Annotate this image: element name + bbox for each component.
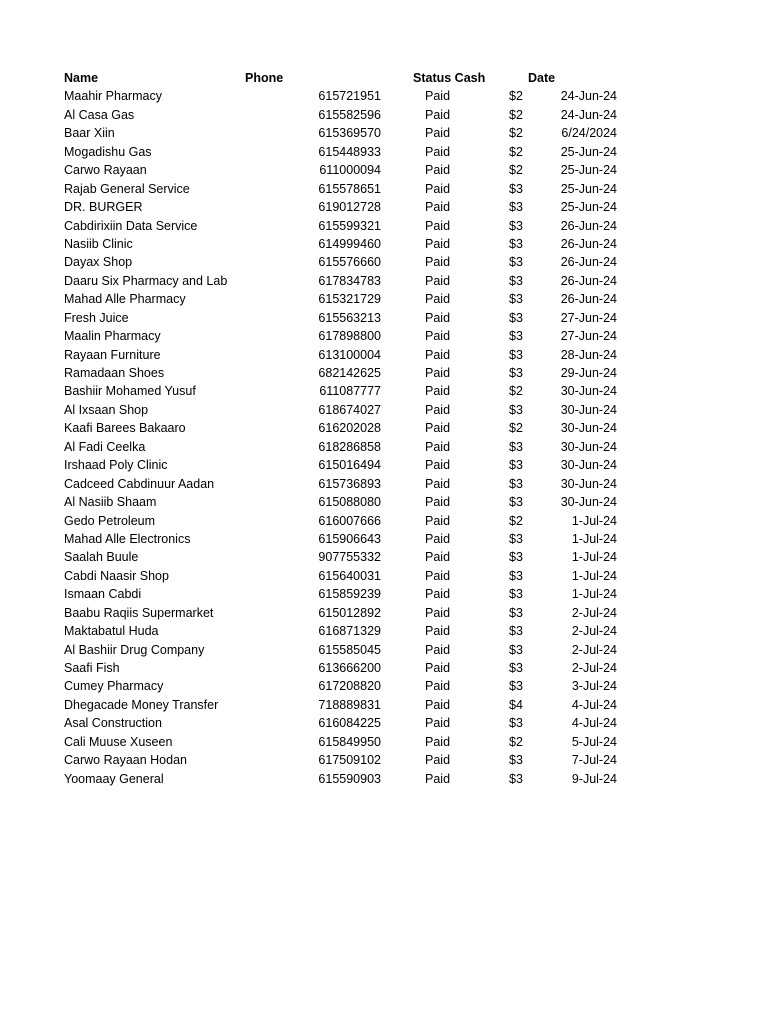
status-cash-column-header: Status Cash	[413, 71, 486, 85]
status-cell: Paid	[425, 476, 451, 491]
cash-cell: $4	[509, 697, 523, 712]
cash-cell: $3	[509, 329, 523, 344]
date-cell: 6/24/2024	[561, 126, 617, 141]
name-cell: Rajab General Service	[64, 181, 190, 196]
status-cell: Paid	[425, 236, 451, 251]
date-cell: 2-Jul-24	[571, 661, 617, 675]
date-cell: 1-Jul-24	[571, 531, 617, 546]
name-cell: Baar Xiin	[64, 126, 115, 141]
status-cell: Paid	[425, 716, 451, 731]
name-cell: Baabu Raqiis Supermarket	[64, 605, 214, 620]
phone-cell: 615012892	[318, 605, 381, 620]
name-cell: Cali Muuse Xuseen	[64, 734, 173, 749]
name-cell: Gedo Petroleum	[64, 513, 156, 528]
table-row	[64, 161, 624, 179]
name-cell: Al Bashiir Drug Company	[64, 642, 205, 657]
phone-cell: 615016494	[318, 458, 381, 473]
status-cell: Paid	[425, 495, 451, 510]
table-row	[64, 143, 624, 161]
table-row	[64, 87, 624, 105]
table-row	[64, 548, 624, 566]
status-cell: Paid	[425, 329, 451, 344]
status-cell: Paid	[425, 181, 451, 196]
date-cell: 30-Jun-24	[560, 458, 617, 473]
date-cell: 2-Jul-24	[571, 624, 617, 639]
phone-cell: 614999460	[318, 236, 381, 251]
table-row	[64, 770, 624, 788]
date-cell: 24-Jun-24	[560, 89, 617, 104]
status-cell: Paid	[425, 126, 451, 141]
phone-cell: 907755332	[318, 550, 381, 565]
table-row	[64, 696, 624, 714]
cash-cell: $2	[509, 163, 523, 178]
cash-cell: $3	[509, 550, 523, 565]
cash-cell: $3	[509, 255, 523, 270]
date-cell: 1-Jul-24	[571, 550, 617, 565]
phone-cell: 615590903	[318, 771, 381, 786]
phone-cell: 617208820	[318, 679, 381, 694]
status-cell: Paid	[425, 550, 451, 565]
phone-cell: 618674027	[318, 402, 381, 417]
table-row	[64, 456, 624, 474]
date-cell: 26-Jun-24	[560, 255, 617, 270]
date-cell: 27-Jun-24	[560, 310, 617, 325]
cash-cell: $3	[509, 181, 523, 196]
phone-cell: 615578651	[318, 181, 381, 196]
name-cell: Maalin Pharmacy	[64, 329, 161, 344]
table-row	[64, 475, 624, 493]
name-cell: Mahad Alle Electronics	[64, 531, 191, 546]
table-row	[64, 253, 624, 271]
phone-cell: 617834783	[318, 273, 381, 288]
table-row	[64, 346, 624, 364]
table-row	[64, 530, 624, 548]
cash-cell: $3	[509, 200, 523, 215]
phone-cell: 613666200	[318, 661, 381, 675]
status-cell: Paid	[425, 661, 451, 675]
name-cell: Cabdirixiin Data Service	[64, 218, 198, 233]
status-cell: Paid	[425, 513, 451, 528]
date-cell: 28-Jun-24	[560, 347, 617, 362]
name-cell: Rayaan Furniture	[64, 347, 161, 362]
date-cell: 25-Jun-24	[560, 200, 617, 215]
phone-cell: 615736893	[318, 476, 381, 491]
date-cell: 3-Jul-24	[571, 679, 617, 694]
status-cell: Paid	[425, 679, 451, 694]
cash-cell: $3	[509, 753, 523, 768]
phone-cell: 617509102	[318, 753, 381, 768]
phone-cell: 615576660	[318, 255, 381, 270]
date-cell: 9-Jul-24	[571, 771, 617, 786]
name-cell: Irshaad Poly Clinic	[64, 458, 168, 473]
table-row	[64, 106, 624, 124]
date-cell: 27-Jun-24	[560, 329, 617, 344]
name-cell: Mahad Alle Pharmacy	[64, 292, 186, 307]
status-cell: Paid	[425, 458, 451, 473]
name-cell: Dhegacade Money Transfer	[64, 697, 219, 712]
cash-cell: $2	[509, 144, 523, 159]
cash-cell: $3	[509, 236, 523, 251]
phone-cell: 615640031	[318, 568, 381, 583]
cash-cell: $2	[509, 126, 523, 141]
date-cell: 4-Jul-24	[571, 716, 617, 731]
name-cell: Al Ixsaan Shop	[64, 402, 149, 417]
name-cell: Yoomaay General	[64, 771, 164, 786]
table-row	[64, 641, 624, 659]
cash-cell: $3	[509, 568, 523, 583]
table-row	[64, 677, 624, 695]
status-cell: Paid	[425, 255, 451, 270]
phone-cell: 616007666	[318, 513, 381, 528]
status-cell: Paid	[425, 200, 451, 215]
status-cell: Paid	[425, 624, 451, 639]
status-cell: Paid	[425, 347, 451, 362]
date-cell: 1-Jul-24	[571, 587, 617, 602]
date-cell: 30-Jun-24	[560, 495, 617, 510]
phone-cell: 616871329	[318, 624, 381, 639]
table-row	[64, 124, 624, 142]
phone-cell: 619012728	[318, 200, 381, 215]
cash-cell: $3	[509, 716, 523, 731]
phone-cell: 615859239	[318, 587, 381, 602]
cash-cell: $3	[509, 531, 523, 546]
phone-cell: 682142625	[318, 366, 381, 380]
table-row	[64, 235, 624, 253]
spreadsheet-table	[64, 69, 624, 788]
date-cell: 4-Jul-24	[571, 697, 617, 712]
date-cell: 1-Jul-24	[571, 513, 617, 528]
name-cell: Maahir Pharmacy	[64, 89, 162, 104]
date-column-header: Date	[528, 71, 556, 85]
cash-cell: $3	[509, 439, 523, 454]
table-row	[64, 290, 624, 308]
cash-cell: $3	[509, 402, 523, 417]
name-cell: DR. BURGER	[64, 200, 143, 215]
name-column-header: Name	[64, 71, 99, 85]
date-cell: 1-Jul-24	[571, 568, 617, 583]
cash-cell: $3	[509, 292, 523, 307]
status-cell: Paid	[425, 531, 451, 546]
status-cell: Paid	[425, 273, 451, 288]
table-row	[64, 714, 624, 732]
table-row	[64, 419, 624, 437]
phone-cell: 615849950	[318, 734, 381, 749]
phone-cell: 611087777	[319, 384, 381, 399]
table-row	[64, 512, 624, 530]
date-cell: 30-Jun-24	[560, 476, 617, 491]
status-cell: Paid	[425, 163, 451, 178]
name-cell: Bashiir Mohamed Yusuf	[64, 384, 196, 399]
table-row	[64, 198, 624, 216]
phone-cell: 615088080	[318, 495, 381, 510]
cash-cell: $3	[509, 642, 523, 657]
name-cell: Fresh Juice	[64, 310, 129, 325]
header-row	[64, 69, 624, 87]
name-cell: Ismaan Cabdi	[64, 587, 142, 602]
cash-cell: $2	[509, 107, 523, 122]
table-body	[64, 87, 624, 788]
name-cell: Mogadishu Gas	[64, 144, 152, 159]
date-cell: 25-Jun-24	[560, 144, 617, 159]
date-cell: 30-Jun-24	[560, 384, 617, 399]
date-cell: 24-Jun-24	[560, 107, 617, 122]
date-cell: 26-Jun-24	[560, 236, 617, 251]
status-cell: Paid	[425, 771, 451, 786]
table-row	[64, 567, 624, 585]
cash-cell: $3	[509, 661, 523, 675]
phone-column-header: Phone	[245, 71, 284, 85]
status-cell: Paid	[425, 568, 451, 583]
table-row	[64, 733, 624, 751]
cash-cell: $3	[509, 679, 523, 694]
name-cell: Carwo Rayaan Hodan	[64, 753, 187, 768]
date-cell: 29-Jun-24	[560, 366, 617, 380]
table-row	[64, 438, 624, 456]
phone-cell: 611000094	[319, 163, 381, 178]
date-cell: 2-Jul-24	[571, 642, 617, 657]
date-cell: 26-Jun-24	[560, 292, 617, 307]
table-row	[64, 364, 624, 382]
status-cell: Paid	[425, 605, 451, 620]
name-cell: Al Nasiib Shaam	[64, 495, 157, 510]
cash-cell: $2	[509, 421, 523, 436]
phone-cell: 615582596	[318, 107, 381, 122]
phone-cell: 615321729	[318, 292, 381, 307]
status-cell: Paid	[425, 310, 451, 325]
status-cell: Paid	[425, 89, 451, 104]
cash-cell: $3	[509, 624, 523, 639]
date-cell: 26-Jun-24	[560, 218, 617, 233]
phone-cell: 615906643	[318, 531, 381, 546]
phone-cell: 617898800	[318, 329, 381, 344]
cash-cell: $3	[509, 273, 523, 288]
status-cell: Paid	[425, 218, 451, 233]
name-cell: Maktabatul Huda	[64, 624, 159, 639]
table-row	[64, 272, 624, 290]
phone-cell: 616084225	[318, 716, 381, 731]
phone-cell: 615369570	[318, 126, 381, 141]
status-cell: Paid	[425, 292, 451, 307]
status-cell: Paid	[425, 144, 451, 159]
name-cell: Asal Construction	[64, 716, 162, 731]
name-cell: Ramadaan Shoes	[64, 366, 165, 380]
date-cell: 30-Jun-24	[560, 421, 617, 436]
phone-cell: 615448933	[318, 144, 381, 159]
cash-cell: $3	[509, 587, 523, 602]
cash-cell: $2	[509, 384, 523, 399]
name-cell: Cumey Pharmacy	[64, 679, 164, 694]
table-row	[64, 180, 624, 198]
cash-cell: $2	[509, 513, 523, 528]
status-cell: Paid	[425, 587, 451, 602]
name-cell: Carwo Rayaan	[64, 163, 147, 178]
name-cell: Al Fadi Ceelka	[64, 439, 146, 454]
phone-cell: 718889831	[318, 697, 381, 712]
table-row	[64, 309, 624, 327]
status-cell: Paid	[425, 439, 451, 454]
phone-cell: 615585045	[318, 642, 381, 657]
cash-cell: $3	[509, 218, 523, 233]
date-cell: 30-Jun-24	[560, 402, 617, 417]
table-row	[64, 659, 624, 677]
status-cell: Paid	[425, 107, 451, 122]
cash-cell: $3	[509, 495, 523, 510]
name-cell: Al Casa Gas	[64, 107, 135, 122]
cash-cell: $3	[509, 771, 523, 786]
date-cell: 2-Jul-24	[571, 605, 617, 620]
status-cell: Paid	[425, 402, 451, 417]
table-row	[64, 493, 624, 511]
cash-cell: $3	[509, 476, 523, 491]
cash-cell: $3	[509, 347, 523, 362]
name-cell: Nasiib Clinic	[64, 236, 133, 251]
table-row	[64, 604, 624, 622]
date-cell: 5-Jul-24	[571, 734, 617, 749]
phone-cell: 616202028	[318, 421, 381, 436]
status-cell: Paid	[425, 366, 451, 380]
table-row	[64, 217, 624, 235]
table-row	[64, 382, 624, 400]
name-cell: Saafi Fish	[64, 661, 120, 675]
cash-cell: $3	[509, 310, 523, 325]
name-cell: Cadceed Cabdinuur Aadan	[64, 476, 215, 491]
status-cell: Paid	[425, 697, 451, 712]
phone-cell: 618286858	[318, 439, 381, 454]
phone-cell: 615721951	[318, 89, 381, 104]
status-cell: Paid	[425, 753, 451, 768]
name-cell: Kaafi Barees Bakaaro	[64, 421, 186, 436]
status-cell: Paid	[425, 642, 451, 657]
table-row	[64, 401, 624, 419]
phone-cell: 615599321	[318, 218, 381, 233]
table-row	[64, 751, 624, 769]
date-cell: 25-Jun-24	[560, 163, 617, 178]
date-cell: 26-Jun-24	[560, 273, 617, 288]
cash-cell: $3	[509, 458, 523, 473]
name-cell: Daaru Six Pharmacy and Lab	[64, 273, 228, 288]
cash-cell: $3	[509, 366, 523, 380]
cash-cell: $2	[509, 734, 523, 749]
table-row	[64, 585, 624, 603]
name-cell: Dayax Shop	[64, 255, 133, 270]
name-cell: Saalah Buule	[64, 550, 139, 565]
table-row	[64, 622, 624, 640]
status-cell: Paid	[425, 384, 451, 399]
phone-cell: 613100004	[318, 347, 381, 362]
phone-cell: 615563213	[318, 310, 381, 325]
table-row	[64, 327, 624, 345]
date-cell: 7-Jul-24	[571, 753, 617, 768]
name-cell: Cabdi Naasir Shop	[64, 568, 169, 583]
cash-cell: $3	[509, 605, 523, 620]
cash-cell: $2	[509, 89, 523, 104]
date-cell: 30-Jun-24	[560, 439, 617, 454]
status-cell: Paid	[425, 421, 451, 436]
status-cell: Paid	[425, 734, 451, 749]
date-cell: 25-Jun-24	[560, 181, 617, 196]
